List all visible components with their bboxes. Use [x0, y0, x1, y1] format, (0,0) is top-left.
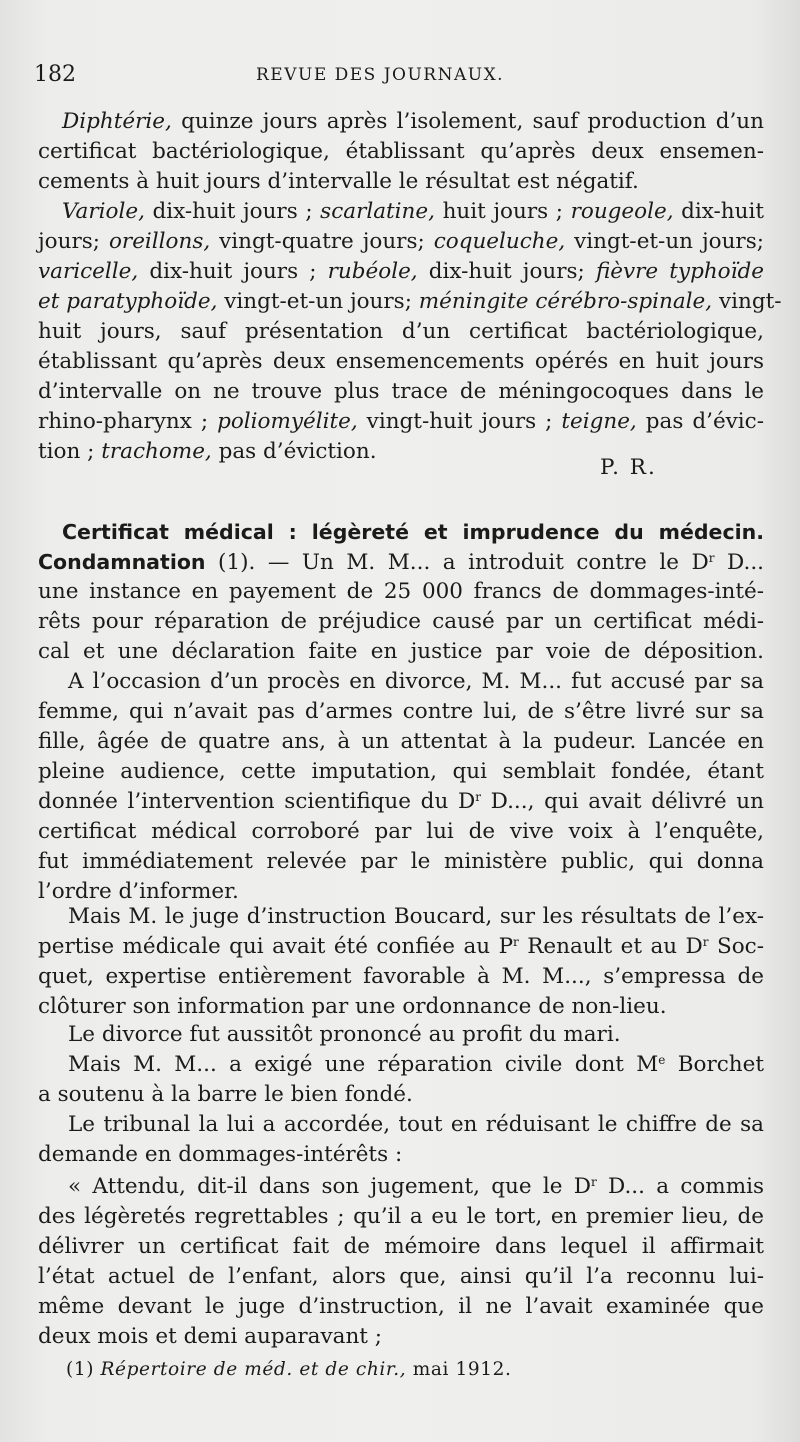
text-line: délivrer un certificat fait de mémoire dans lequel il affirmait: [38, 1234, 764, 1259]
text-line: même devant le juge d’instruction, il ne l’avait examinée que: [38, 1294, 764, 1319]
text-line: rêts pour réparation de préjudice causé par un certificat médi-: [38, 609, 764, 634]
text-line: l’ordre d’informer.: [38, 879, 239, 904]
author-signature: P. R.: [600, 455, 657, 480]
text-line: jours; oreillons, vingt-quatre jours; coqueluche, vingt-et-un jours;: [38, 229, 764, 254]
text-line: l’état actuel de l’enfant, alors que, ainsi qu’il l’a reconnu lui-: [38, 1264, 764, 1289]
text-line: Diphtérie, quinze jours après l’isolement, sauf production d’un: [62, 109, 764, 134]
text-line: donnée l’intervention scientifique du $D^r$ D..., qui avait délivré un: [38, 789, 764, 814]
text-line: clôturer son information par une ordonnance de non-lieu.: [38, 994, 667, 1019]
text-line: d’intervalle on ne trouve plus trace de méningocoques dans le: [38, 379, 764, 404]
text-line: certificat médical corroboré par lui de vive voix à l’enquête,: [38, 819, 764, 844]
text-line: fut immédiatement relevée par le ministère public, qui donna: [38, 849, 764, 874]
text-line: quet, expertise entièrement favorable à M. M..., s’empressa de: [38, 964, 764, 989]
page-header: [34, 62, 764, 96]
text-line: Variole, dix-huit jours ; scarlatine, huit jours ; rougeole, dix-huit: [62, 199, 764, 224]
text-line: établissant qu’après deux ensemencements opérés en huit jours: [38, 349, 764, 374]
text-line: A l’occasion d’un procès en divorce, M. M... fut accusé par sa: [68, 669, 764, 694]
text-line: Le divorce fut aussitôt prononcé au profit du mari.: [68, 1022, 621, 1047]
text-line: a soutenu à la barre le bien fondé.: [38, 1082, 413, 1107]
text-line: Le tribunal la lui a accordée, tout en réduisant le chiffre de sa: [68, 1112, 764, 1137]
text-line: varicelle, dix-huit jours ; rubéole, dix-huit jours; fièvre typhoïde: [38, 259, 764, 284]
footnote: (1) Répertoire de méd. et de chir., mai 1912.: [66, 1359, 512, 1380]
text-line: Condamnation (1). — Un M. M... a introduit contre le $D^r$ D...: [38, 550, 764, 575]
text-line: cements à huit jours d’intervalle le résultat est négatif.: [38, 169, 639, 194]
text-line: fille, âgée de quatre ans, à un attentat à la pudeur. Lancée en: [38, 729, 764, 754]
text-line: rhino-pharynx ; poliomyélite, vingt-huit jours ; teigne, pas d’évic-: [38, 409, 764, 434]
text-line: des légèretés regrettables ; qu’il a eu le tort, en premier lieu, de: [38, 1204, 764, 1229]
running-head: REVUE DES JOURNAUX.: [256, 65, 505, 85]
text-line: cal et une déclaration faite en justice par voie de déposition.: [38, 639, 764, 664]
text-line: deux mois et demi auparavant ;: [38, 1324, 383, 1349]
text-line: certificat bactériologique, établissant qu’après deux ensemen-: [38, 139, 764, 164]
article-title: Certificat médical : légèreté et imprudence du médecin.: [62, 520, 764, 544]
text-line: Mais M. M... a exigé une réparation civile dont Me Borchet: [68, 1052, 765, 1077]
text-line: huit jours, sauf présentation d’un certificat bactériologique,: [38, 319, 764, 344]
text-line: pleine audience, cette imputation, qui semblait fondée, étant: [38, 759, 764, 784]
text-line: Mais M. le juge d’instruction Boucard, sur les résultats de l’ex-: [68, 904, 764, 929]
text-line: pertise médicale qui avait été confiée au $P^r$ Renault et au $D^r$ Soc-: [38, 934, 764, 959]
text-line: femme, qui n’avait pas d’armes contre lui, de s’être livré sur sa: [38, 699, 764, 724]
text-line: demande en dommages-intérêts :: [38, 1142, 403, 1167]
page-number: 182: [34, 62, 76, 87]
text-line: et paratyphoïde, vingt-et-un jours; méningite cérébro-spinale, vingt-: [38, 289, 782, 314]
text-line: tion ; trachome, pas d’éviction.: [38, 439, 377, 464]
text-line: « Attendu, dit-il dans son jugement, que le $D^r$ D... a commis: [68, 1174, 764, 1199]
text-line: une instance en payement de 25 000 francs de dommages-inté-: [38, 579, 764, 604]
